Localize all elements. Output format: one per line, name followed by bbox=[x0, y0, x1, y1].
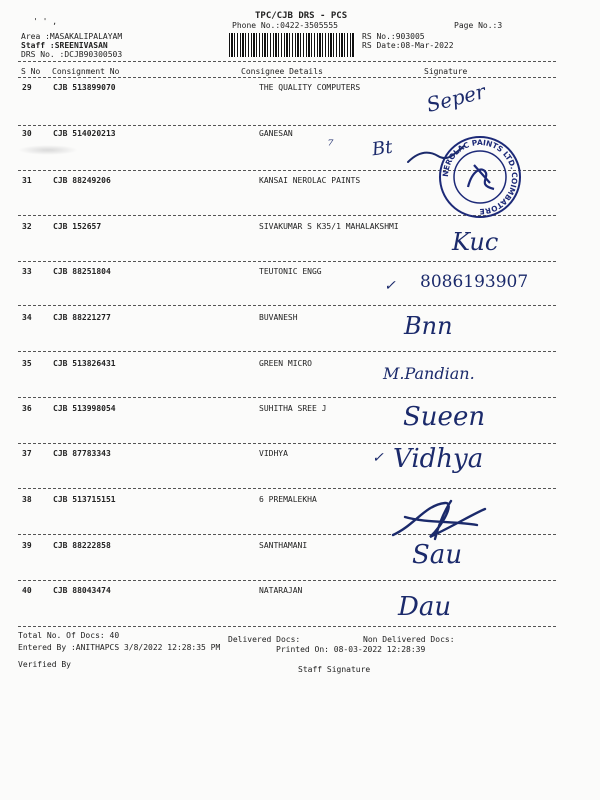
row-sno: 36 bbox=[22, 404, 32, 413]
divider bbox=[18, 626, 556, 627]
non-delivered-docs: Non Delivered Docs: bbox=[363, 635, 455, 644]
table-row bbox=[0, 495, 600, 539]
rs-date: RS Date:08-Mar-2022 bbox=[362, 41, 454, 50]
staff-field: Staff :SREENIVASAN bbox=[21, 41, 108, 50]
row-consignee: GREEN MICRO bbox=[259, 359, 312, 368]
column-header-signature: Signature bbox=[424, 67, 468, 76]
delivered-docs: Delivered Docs: bbox=[228, 635, 301, 644]
table-row bbox=[0, 541, 600, 585]
row-consignee: VIDHYA bbox=[259, 449, 288, 458]
signature-40: Dau bbox=[398, 592, 452, 622]
total-docs: Total No. Of Docs: 40 bbox=[18, 631, 120, 640]
seal-text: NEROLAC PAINTS LTD. COIMBATORE bbox=[440, 137, 520, 217]
column-header-consignee: Consignee Details bbox=[241, 67, 323, 76]
signature-39: Sau bbox=[412, 540, 463, 570]
divider bbox=[18, 305, 556, 306]
row-consignment: CJB 513998054 bbox=[53, 404, 116, 413]
row-sno: 34 bbox=[22, 313, 32, 322]
signature-34: Bnn bbox=[404, 312, 453, 340]
row-consignee: 6 PREMALEKHA bbox=[259, 495, 317, 504]
column-header-consignment: Consignment No bbox=[52, 67, 120, 76]
table-row bbox=[0, 222, 600, 266]
signature-33-phone: 8086193907 bbox=[420, 272, 529, 292]
row-consignee: SIVAKUMAR S K35/1 MAHALAKSHMI bbox=[259, 222, 399, 231]
page-number: Page No.:3 bbox=[454, 21, 503, 30]
signature-29: Seper bbox=[423, 79, 488, 117]
row-consignment: CJB 88251804 bbox=[53, 267, 111, 276]
rs-number: RS No.:903005 bbox=[362, 32, 425, 41]
printed-on: Printed On: 08-03-2022 12:28:39 bbox=[276, 645, 426, 654]
row-consignment: CJB 514020213 bbox=[53, 129, 116, 138]
signature-35: M.Pandian. bbox=[383, 364, 475, 383]
phone-number: Phone No.:0422-3505555 bbox=[232, 21, 338, 30]
row-consignee: BUVANESH bbox=[259, 313, 298, 322]
table-row bbox=[0, 586, 600, 630]
signature-38-scribble bbox=[385, 495, 495, 545]
row-sno: 29 bbox=[22, 83, 32, 92]
row-consignment: CJB 88249206 bbox=[53, 176, 111, 185]
barcode-image bbox=[229, 33, 355, 57]
divider bbox=[18, 261, 556, 262]
tick-mark: ✓ bbox=[372, 450, 384, 466]
row-consignee: SUHITHA SREE J bbox=[259, 404, 327, 413]
drs-number: DRS No. :DCJB90300503 bbox=[21, 50, 123, 59]
row-sno: 39 bbox=[22, 541, 32, 550]
stray-marks: ' ' , bbox=[33, 17, 58, 26]
row-consignee: GANESAN bbox=[259, 129, 293, 138]
row-consignment: CJB 88221277 bbox=[53, 313, 111, 322]
signature-30: Bt bbox=[370, 136, 394, 161]
row-consignment: CJB 513715151 bbox=[53, 495, 116, 504]
row-consignee: NATARAJAN bbox=[259, 586, 303, 595]
document-title: TPC/CJB DRS - PCS bbox=[255, 11, 348, 21]
row-sno: 31 bbox=[22, 176, 32, 185]
row-sno: 30 bbox=[22, 129, 32, 138]
staff-signature-label: Staff Signature bbox=[298, 665, 371, 674]
signature-37: Vidhya bbox=[393, 444, 484, 474]
print-smudge bbox=[18, 145, 78, 155]
row-consignee: SANTHAMANI bbox=[259, 541, 308, 550]
divider bbox=[18, 580, 556, 581]
row-consignment: CJB 88222858 bbox=[53, 541, 111, 550]
table-row bbox=[0, 449, 600, 493]
divider bbox=[18, 488, 556, 489]
verified-by: Verified By bbox=[18, 660, 71, 669]
row-sno: 35 bbox=[22, 359, 32, 368]
row-sno: 38 bbox=[22, 495, 32, 504]
row-sno: 33 bbox=[22, 267, 32, 276]
table-row bbox=[0, 83, 600, 127]
divider bbox=[18, 125, 556, 126]
row-consignee: KANSAI NEROLAC PAINTS bbox=[259, 176, 361, 185]
entered-by: Entered By :ANITHAPCS 3/8/2022 12:28:35 PM bbox=[18, 643, 221, 652]
signature-31-scribble bbox=[398, 132, 468, 182]
column-header-sno: S No bbox=[21, 67, 41, 76]
row-consignment: CJB 88043474 bbox=[53, 586, 111, 595]
row-consignee: TEUTONIC ENGG bbox=[259, 267, 322, 276]
row-sno: 40 bbox=[22, 586, 32, 595]
table-row bbox=[0, 404, 600, 448]
divider bbox=[18, 351, 556, 352]
tick-mark: ✓ bbox=[384, 278, 396, 294]
tick-mark: ⁷ bbox=[328, 138, 334, 154]
row-consignee: THE QUALITY COMPUTERS bbox=[259, 83, 361, 92]
divider bbox=[18, 77, 556, 78]
row-consignment: CJB 87783343 bbox=[53, 449, 111, 458]
row-sno: 32 bbox=[22, 222, 32, 231]
signature-36: Sueen bbox=[403, 402, 486, 432]
row-consignment: CJB 513826431 bbox=[53, 359, 116, 368]
row-consignment: CJB 513899070 bbox=[53, 83, 116, 92]
divider bbox=[18, 61, 556, 62]
area-field: Area :MASAKALIPALAYAM bbox=[21, 32, 123, 41]
row-consignment: CJB 152657 bbox=[53, 222, 102, 231]
divider bbox=[18, 397, 556, 398]
row-sno: 37 bbox=[22, 449, 32, 458]
signature-32: Kuc bbox=[452, 228, 499, 256]
